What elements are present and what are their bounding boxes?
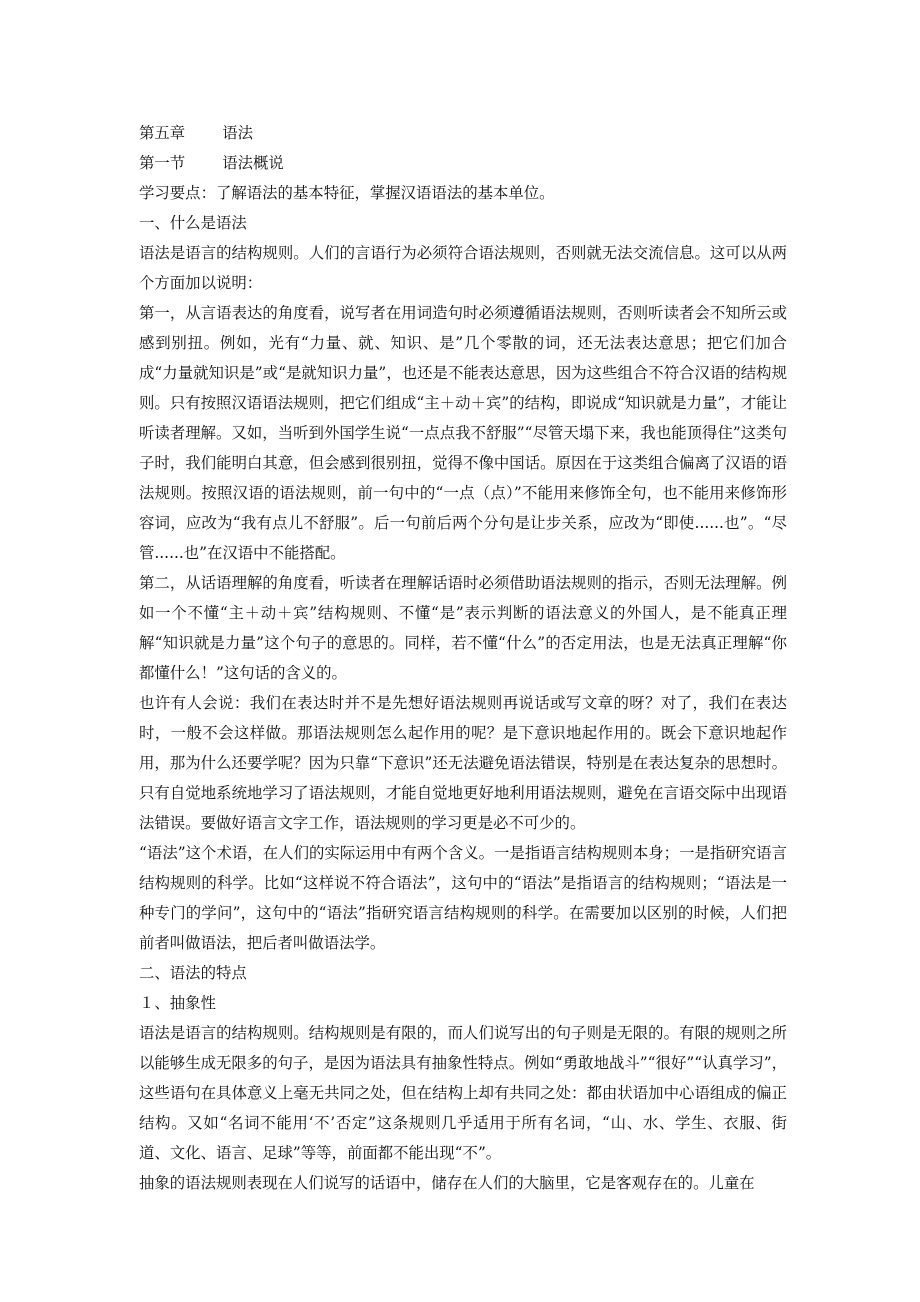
heading-grammar-features: 二、语法的特点	[139, 964, 247, 982]
chapter-number: 第五章	[139, 124, 186, 142]
section-title: 语法概说	[222, 154, 284, 172]
section-number: 第一节	[139, 154, 186, 172]
paragraph: 语法是语言的结构规则。人们的言语行为必须符合语法规则，否则就无法交流信息。这可以从两个方面加以说明：	[139, 244, 787, 292]
chapter-heading	[139, 118, 787, 148]
section-heading	[139, 148, 787, 178]
paragraph: 第二，从话语理解的角度看，听读者在理解话语时必须借助语法规则的指示，否则无法理解。例如一个不懂“主＋动＋宾”结构规则、不懂“是”表示判断的语法意义的外国人，是不能真正理解“知识就是力量”这个句子的意思的。同样，若不懂“什么”的否定用法，也是无法真正理解“你都懂什么！”这句话的含义的。	[139, 574, 787, 682]
document-page	[139, 118, 787, 1198]
paragraph: 抽象的语法规则表现在人们说写的话语中，储存在人们的大脑里，它是客观存在的。儿童在	[139, 1174, 755, 1192]
paragraph: 第一，从言语表达的角度看，说写者在用词造句时必须遵循语法规则，否则听读者会不知所云或感到别扭。例如，光有“力量、就、知识、是”几个零散的词，还无法表达意思；把它们加合成“力量就知识是”或“是就知识力量”，也还是不能表达意思，因为这些组合不符合汉语的结构规则。只有按照汉语语法规则，把它们组成“主＋动＋宾”的结构，即说成“知识就是力量”，才能让听读者理解。又如，当听到外国学生说“一点点我不舒服”“尽管天塌下来，我也能顶得住”这类句子时，我们能明白其意，但会感到很别扭，觉得不像中国话。原因在于这类组合偏离了汉语的语法规则。按照汉语的语法规则，前一句中的“一点（点）”不能用来修饰全句，也不能用来修饰形容词，应改为“我有点儿不舒服”。后一句前后两个分句是让步关系，应改为“即使......也”。“尽管......也”在汉语中不能搭配。	[139, 304, 787, 562]
heading-what-is-grammar: 一、什么是语法	[139, 214, 247, 232]
subheading-abstractness: １、抽象性	[139, 994, 216, 1012]
key-points: 学习要点：了解语法的基本特征，掌握汉语语法的基本单位。	[139, 184, 555, 202]
paragraph: 也许有人会说：我们在表达时并不是先想好语法规则再说话或写文章的呀？对了，我们在表达时，一般不会这样做。那语法规则怎么起作用的呢？是下意识地起作用的。既会下意识地起作用，那为什么还要学呢？因为只靠“下意识”还无法避免语法错误，特别是在表达复杂的思想时。只有自觉地系统地学习了语法规则，才能自觉地更好地利用语法规则，避免在言语交际中出现语法错误。要做好语言文字工作，语法规则的学习更是必不可少的。	[139, 694, 787, 832]
paragraph: “语法”这个术语，在人们的实际运用中有两个含义。一是指语言结构规则本身；一是指研究语言结构规则的科学。比如“这样说不符合语法”，这句中的“语法”是指语言的结构规则；“语法是一种专门的学问”，这句中的“语法”指研究语言结构规则的科学。在需要加以区别的时候，人们把前者叫做语法，把后者叫做语法学。	[139, 844, 787, 952]
paragraph: 语法是语言的结构规则。结构规则是有限的，而人们说写出的句子则是无限的。有限的规则之所以能够生成无限多的句子，是因为语法具有抽象性特点。例如“勇敢地战斗”“很好”“认真学习”，这些语句在具体意义上毫无共同之处，但在结构上却有共同之处：都由状语加中心语组成的偏正结构。又如“名词不能用‘不’否定”这条规则几乎适用于所有名词，“山、水、学生、衣服、街道、文化、语言、足球”等等，前面都不能出现“不”。	[139, 1024, 787, 1162]
chapter-title: 语法	[222, 124, 253, 142]
